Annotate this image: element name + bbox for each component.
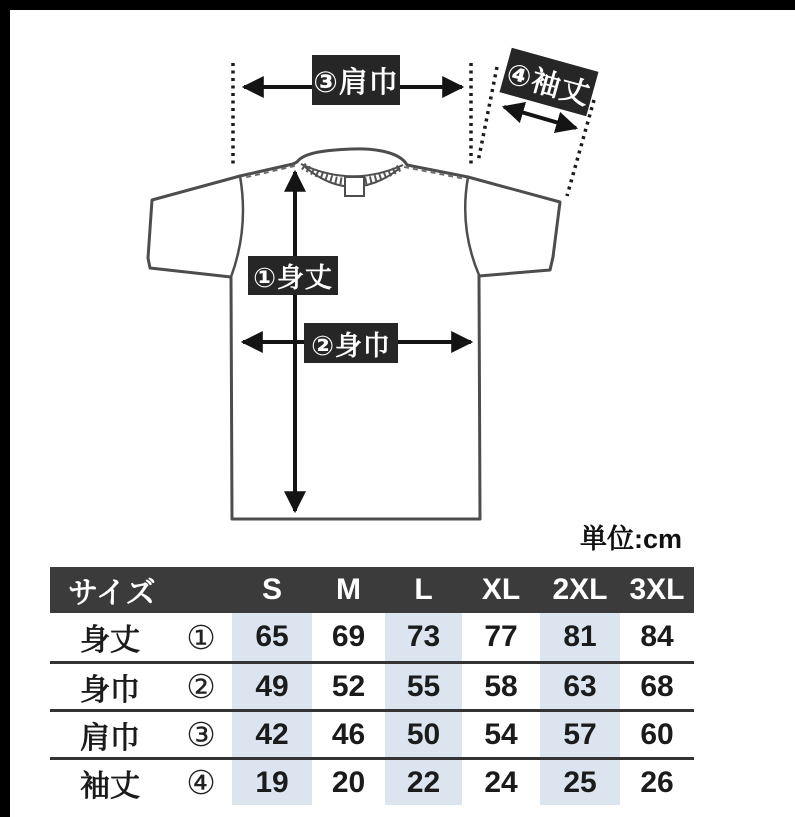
value-cell: 19 — [232, 760, 312, 805]
value-cell: 46 — [331, 717, 366, 751]
value-cell: 73 — [385, 613, 462, 661]
value-cell: 24 — [484, 765, 518, 799]
row-circled-number: ② — [186, 668, 216, 705]
row-circled-number: ③ — [186, 716, 216, 753]
row-label: 袖丈 — [80, 769, 140, 803]
value-cell: 22 — [385, 760, 462, 805]
header-size-l: L — [414, 573, 433, 606]
value-cell: 68 — [640, 669, 674, 703]
body-width-label: ②身巾 — [304, 323, 398, 363]
value-cell: 20 — [331, 765, 366, 799]
row-label: 身丈 — [80, 624, 140, 657]
size-table-header — [50, 567, 694, 613]
value-cell: 65 — [232, 613, 312, 661]
body-length-label: ①身丈 — [248, 256, 338, 295]
value-cell: 81 — [540, 613, 620, 661]
sleeve-guide-inner-dotted — [478, 67, 497, 162]
value-cell: 69 — [331, 620, 366, 653]
sleeve-length-label: ④袖丈 — [499, 48, 598, 116]
table-row-body-width — [50, 661, 694, 709]
value-cell: 42 — [232, 712, 312, 757]
value-cell: 26 — [640, 765, 674, 799]
value-cell: 77 — [484, 620, 518, 653]
row-label: 肩巾 — [80, 721, 140, 755]
header-size-3xl: 3XL — [629, 573, 685, 606]
collar-tag — [345, 177, 364, 196]
value-cell: 25 — [540, 760, 620, 805]
shoulder-width-label: ③肩巾 — [312, 55, 400, 105]
header-size-2xl: 2XL — [552, 573, 608, 606]
table-row-sleeve-length — [50, 757, 694, 805]
row-circled-number: ① — [186, 618, 216, 656]
table-row-shoulder-width — [50, 709, 694, 757]
header-size-label: サイズ — [68, 577, 156, 610]
header-spacer — [170, 567, 232, 613]
header-size-xl: XL — [481, 573, 521, 606]
value-cell: 52 — [331, 669, 366, 703]
header-size-m: M — [336, 573, 361, 606]
header-size-s: S — [261, 573, 282, 606]
value-cell: 84 — [640, 620, 674, 653]
value-cell: 54 — [484, 717, 518, 751]
size-table — [50, 567, 694, 805]
unit-label: 単位:cm — [579, 524, 682, 554]
value-cell: 50 — [385, 712, 462, 757]
value-cell: 58 — [484, 669, 518, 703]
row-circled-number: ④ — [186, 764, 216, 801]
value-cell: 49 — [232, 664, 312, 709]
value-cell: 55 — [385, 664, 462, 709]
table-row-body-length — [50, 613, 694, 661]
value-cell: 60 — [640, 717, 674, 751]
value-cell: 57 — [540, 712, 620, 757]
row-label: 身巾 — [80, 673, 140, 707]
value-cell: 63 — [540, 664, 620, 709]
